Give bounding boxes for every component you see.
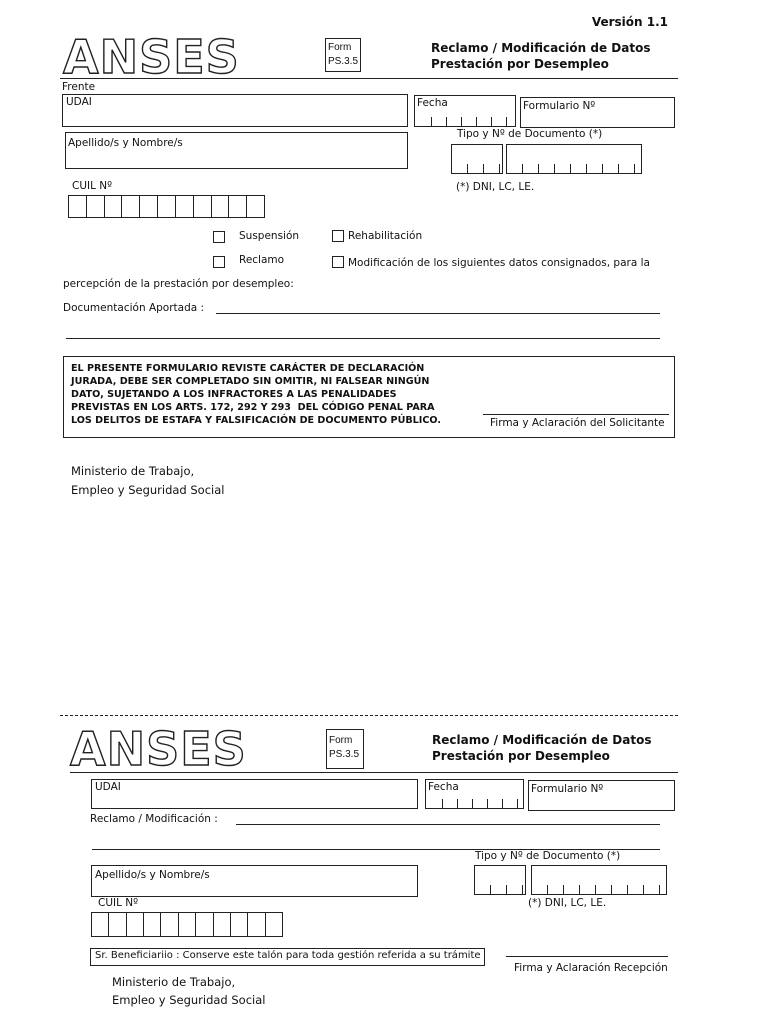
reclamo-checkbox[interactable] [213,256,225,268]
declaracion-jurada-warning: EL PRESENTE FORMULARIO REVISTE CARÁCTER DE DECLARACIÓN JURADA, DEBE SER COMPLETADO SIN OMITIR, NI FALSEAR NINGÚN DATO, SUJETANDO A LOS INFRACTORES A LAS PENALIDADES PREVISTAS EN LOS ARTS. 172, 292 Y 293 DEL CÓDIGO PENAL PARA LOS DELITOS DE ESTAFA Y FALSIFICACIÓN DE DOCUMENTO PÚBLICO. [71,363,441,426]
stub-apellido-label: Apellido/s y Nombre/s [95,869,210,881]
stub-fecha-tick-marks [428,799,518,808]
formulario-no-field[interactable] [520,97,675,128]
version-label: Versión 1.1 [591,15,668,29]
stub-cuil-label: CUIL Nº [98,897,139,909]
fecha-label: Fecha [417,97,448,109]
stub-doc-types-note: (*) DNI, LC, LE. [528,897,607,909]
stub-reclamo-mod-label: Reclamo / Modificación : [90,813,218,825]
apellido-field[interactable] [65,132,408,169]
doc-types-note: (*) DNI, LC, LE. [456,181,535,193]
stub-fecha-field[interactable] [425,779,524,809]
stub-apellido-field[interactable] [91,865,418,897]
form-code-stub-line2: PS.3.5 [329,749,360,760]
form-title-line2: Prestación por Desempleo [431,57,609,71]
rehabilitacion-label: Rehabilitación [348,230,423,242]
apellido-label: Apellido/s y Nombre/s [68,137,183,149]
form-code-line2: PS.3.5 [328,56,359,67]
form-code-box [325,38,361,72]
beneficiario-notice: Sr. Beneficiariio : Conserve este talón para toda gestión referida a su trámite [95,950,481,961]
stub-tipo-doc-tick-marks [475,885,523,894]
stub-title-line2: Prestación por Desempleo [432,749,610,763]
stub-tipo-doc-label: Tipo y Nº de Documento (*) [475,850,621,862]
stub-fecha-label: Fecha [428,781,459,793]
reclamo-label: Reclamo [239,254,285,266]
stub-formulario-no-label: Formulario Nº [531,783,604,795]
udai-field[interactable] [62,94,408,127]
stub-firma-line[interactable] [506,956,668,957]
stub-doc-number-tick-marks [532,885,660,894]
documentacion-line-1[interactable] [216,313,660,314]
header-rule [60,78,678,79]
suspension-label: Suspensión [239,230,300,242]
ministerio-line2: Empleo y Seguridad Social [71,483,225,497]
formulario-no-label: Formulario Nº [523,100,596,112]
doc-number-field[interactable] [506,144,642,174]
percepcion-label: percepción de la prestación por desempleo: [63,278,294,290]
stub-ministerio-line1: Ministerio de Trabajo, [112,975,236,989]
form-code-box-stub [326,729,364,769]
form-code-line1: Form [328,42,352,53]
anses-logo-stub: ANSES [70,722,247,776]
stub-header-rule [70,772,678,773]
suspension-checkbox[interactable] [213,231,225,243]
cut-line [60,715,678,716]
stub-reclamo-mod-line[interactable] [236,824,660,825]
stub-firma-label: Firma y Aclaración Recepción [514,962,668,974]
frente-label: Frente [62,81,96,93]
form-title-line1: Reclamo / Modificación de Datos [431,41,651,55]
rehabilitacion-checkbox[interactable] [332,230,344,242]
tipo-doc-tick-marks [452,164,500,173]
ministerio-line1: Ministerio de Trabajo, [71,464,195,478]
stub-udai-field[interactable] [91,779,418,809]
firma-solicitante-label: Firma y Aclaración del Solicitante [490,417,665,429]
cuil-field[interactable] [68,195,265,218]
stub-title-line1: Reclamo / Modificación de Datos [432,733,652,747]
modificacion-checkbox[interactable] [332,256,344,268]
stub-ministerio-line2: Empleo y Seguridad Social [112,993,266,1007]
stub-tipo-doc-type-field[interactable] [474,865,526,895]
udai-label: UDAI [66,96,92,108]
tipo-doc-type-field[interactable] [451,144,503,174]
beneficiario-notice-box [90,948,485,966]
fecha-field[interactable] [414,95,516,127]
documentacion-line-2[interactable] [66,338,660,339]
tipo-doc-label: Tipo y Nº de Documento (*) [457,128,603,140]
doc-number-tick-marks [507,164,635,173]
stub-udai-label: UDAI [95,781,121,793]
cuil-label: CUIL Nº [72,180,113,192]
firma-line[interactable] [483,414,669,415]
documentacion-label: Documentación Aportada : [63,302,205,314]
fecha-tick-marks [417,117,507,126]
anses-logo: ANSES [63,30,240,84]
warning-box [63,356,675,438]
stub-formulario-no-field[interactable] [528,780,675,811]
stub-cuil-field[interactable] [91,912,283,937]
form-code-stub-line1: Form [329,735,353,746]
stub-doc-number-field[interactable] [531,865,667,895]
modificacion-label: Modificación de los siguientes datos consignados, para la [348,257,650,269]
